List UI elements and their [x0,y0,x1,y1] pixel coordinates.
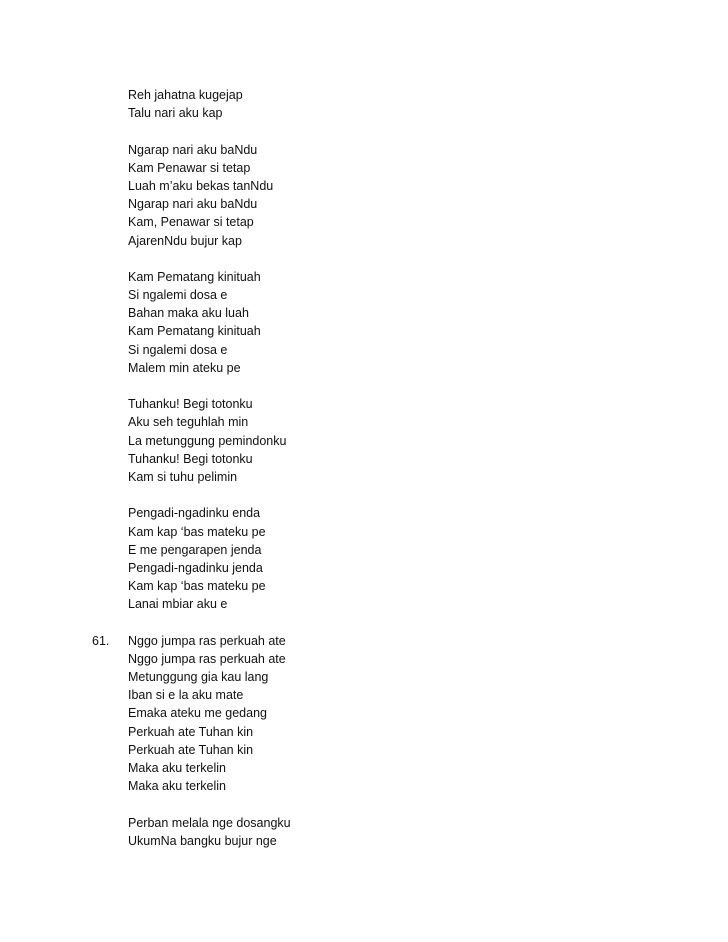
lyric-line [128,359,608,377]
lyric-line-text: Maka aku terkelin [128,760,226,775]
lyric-line [128,814,608,832]
lyric-line-text: Perkuah ate Tuhan kin [128,724,254,739]
lyric-line [128,523,608,541]
lyric-line-text: Tuhanku! Begi totonku [128,397,253,412]
lyric-line [128,395,608,413]
stanza [128,814,608,850]
lyric-line-text: Kam kap ‘bas mateku pe [128,524,266,539]
lyric-line-text: Kam kap ‘bas mateku pe [128,579,266,594]
lyric-line [128,704,608,722]
lyric-line-text: Pengadi-ngadinku jenda [128,560,263,575]
lyric-line [128,832,608,850]
lyric-line-text: Nggo jumpa ras perkuah ate [128,633,286,648]
stanza [128,268,608,377]
lyric-line [128,232,608,250]
lyric-line-text: Kam Pematang kinituah [128,269,261,284]
lyric-line [128,432,608,450]
lyric-line [128,141,608,159]
lyric-line-text: Lanai mbiar aku e [128,597,228,612]
lyric-line [128,322,608,340]
lyric-line-text: Iban si e la aku mate [128,688,244,703]
lyric-line-text: Ngarap nari aku baNdu [128,142,258,157]
lyric-line-text: La metunggung pemindonku [128,433,287,448]
lyric-line [128,304,608,322]
lyric-line-text: Aku seh teguhlah min [128,415,249,430]
stanza [128,504,608,613]
lyric-line [128,86,608,104]
song-number: 61. [92,633,110,648]
lyric-line-text: Pengadi-ngadinku enda [128,506,261,521]
lyric-line [128,213,608,231]
lyric-line [128,577,608,595]
lyric-line-text: Emaka ateku me gedang [128,706,267,721]
lyric-line [128,341,608,359]
stanza [128,86,608,122]
lyric-line [128,159,608,177]
stanza [128,395,608,486]
lyric-line-text: Maka aku terkelin [128,779,226,794]
lyric-line-text: Nggo jumpa ras perkuah ate [128,651,286,666]
lyrics-text-block [92,86,608,868]
lyric-line-text: Si ngalemi dosa e [128,288,228,303]
lyric-line [128,286,608,304]
lyric-line-text: Ngarap nari aku baNdu [128,197,258,212]
lyric-line-text: Talu nari aku kap [128,106,223,121]
lyric-line [92,632,608,650]
lyric-line [128,468,608,486]
lyric-line [128,650,608,668]
lyric-line [128,541,608,559]
lyric-line-text: Kam si tuhu pelimin [128,469,238,484]
lyric-line [128,668,608,686]
lyric-line-text: Malem min ateku pe [128,360,241,375]
lyric-line [128,104,608,122]
lyric-line-text: UkumNa bangku bujur nge [128,833,277,848]
lyric-line [128,741,608,759]
lyric-line-text: E me pengarapen jenda [128,542,262,557]
lyric-line-text: Luah m’aku bekas tanNdu [128,178,274,193]
lyric-line [128,177,608,195]
lyric-line-text: Perkuah ate Tuhan kin [128,742,254,757]
stanza [128,141,608,250]
lyric-line [128,759,608,777]
lyric-line [128,268,608,286]
lyric-line-text: Kam Penawar si tetap [128,160,251,175]
lyric-line-text: Tuhanku! Begi totonku [128,451,253,466]
stanza [92,632,608,796]
lyric-line-text: Kam, Penawar si tetap [128,215,254,230]
lyric-line [128,450,608,468]
lyric-line-text: AjarenNdu bujur kap [128,233,242,248]
lyric-line-text: Perban melala nge dosangku [128,815,291,830]
lyric-line [128,686,608,704]
lyric-line-text: Kam Pematang kinituah [128,324,261,339]
lyric-line [128,195,608,213]
lyric-line [128,723,608,741]
lyric-line-text: Si ngalemi dosa e [128,342,228,357]
lyric-line [128,595,608,613]
lyric-line [128,559,608,577]
lyric-line-text: Reh jahatna kugejap [128,88,243,102]
lyric-line-text: Metunggung gia kau lang [128,670,269,684]
lyric-line-text: Bahan maka aku luah [128,306,249,321]
lyric-line [128,777,608,795]
lyric-line [128,504,608,522]
lyric-line [128,413,608,431]
